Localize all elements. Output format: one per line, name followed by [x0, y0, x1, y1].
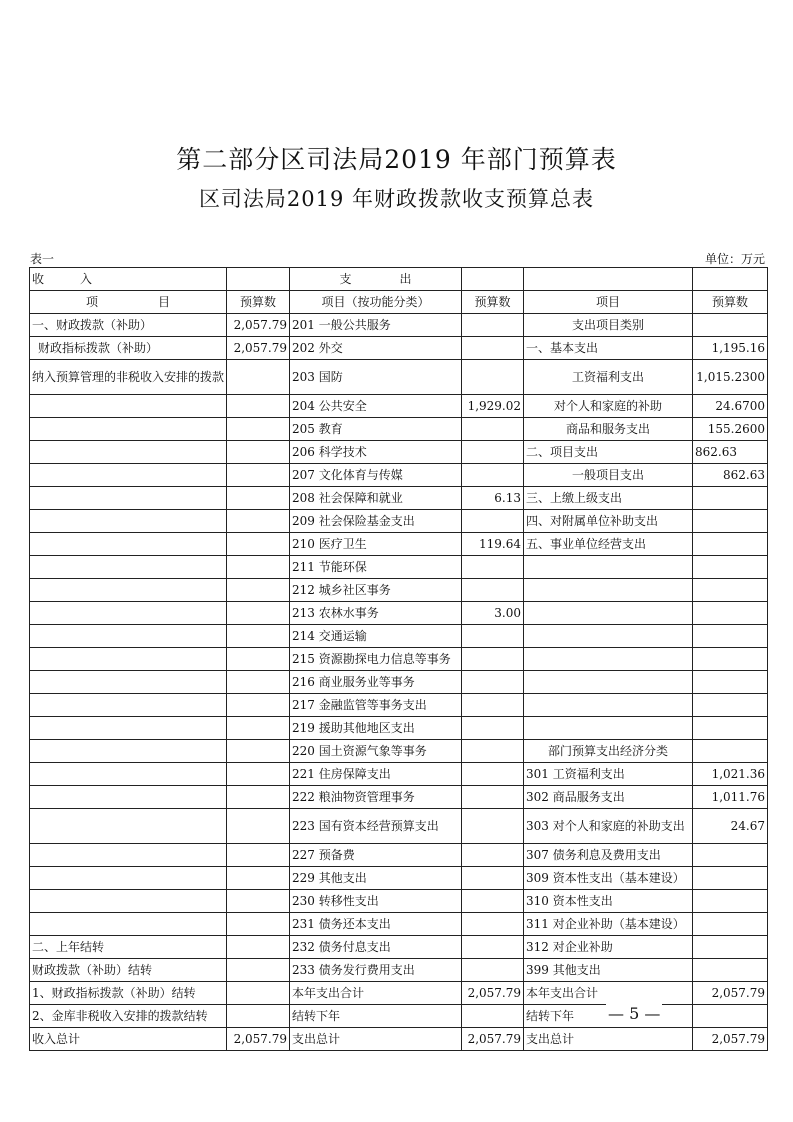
row-item: [30, 890, 227, 913]
table-row: [30, 487, 768, 510]
row-econ-item: 311 对企业补助（基本建设）: [524, 913, 693, 936]
row-econ-budget: [693, 556, 768, 579]
table-row: [30, 786, 768, 809]
row-func-budget: [462, 844, 524, 867]
header-income: 收 入: [30, 268, 227, 291]
row-econ-item: 支出总计: [524, 1028, 693, 1051]
row-func-budget: [462, 809, 524, 844]
row-item: 二、上年结转: [30, 936, 227, 959]
row-item: [30, 717, 227, 740]
table-row: [30, 763, 768, 786]
row-item: [30, 809, 227, 844]
table-row: [30, 314, 768, 337]
row-econ-budget: 24.67: [693, 809, 768, 844]
row-econ-item: 312 对企业补助: [524, 936, 693, 959]
row-econ-item: 对个人和家庭的补助: [524, 395, 693, 418]
row-item: [30, 671, 227, 694]
row-econ-budget: [693, 717, 768, 740]
row-func-item: 206 科学技术: [290, 441, 462, 464]
row-econ-item: 399 其他支出: [524, 959, 693, 982]
table-column-header-row: [30, 291, 768, 314]
row-econ-item: 五、事业单位经营支出: [524, 533, 693, 556]
row-econ-budget: [693, 844, 768, 867]
row-budget: [227, 579, 290, 602]
row-budget: 2,057.79: [227, 1028, 290, 1051]
row-func-item: 201 一般公共服务: [290, 314, 462, 337]
row-econ-item: 301 工资福利支出: [524, 763, 693, 786]
table-row: [30, 464, 768, 487]
row-item: 财政拨款（补助）结转: [30, 959, 227, 982]
row-econ-item: 一、基本支出: [524, 337, 693, 360]
row-budget: 2,057.79: [227, 314, 290, 337]
row-budget: [227, 441, 290, 464]
table-row: [30, 913, 768, 936]
row-item: [30, 913, 227, 936]
row-econ-item: 工资福利支出: [524, 360, 693, 395]
row-budget: [227, 648, 290, 671]
table-row: [30, 671, 768, 694]
row-func-item: 223 国有资本经营预算支出: [290, 809, 462, 844]
row-func-item: 233 债务发行费用支出: [290, 959, 462, 982]
row-item: [30, 464, 227, 487]
row-item: [30, 441, 227, 464]
row-budget: [227, 395, 290, 418]
row-econ-item: [524, 556, 693, 579]
row-func-budget: [462, 625, 524, 648]
row-econ-budget: [693, 487, 768, 510]
table-header-row: [30, 268, 768, 291]
row-func-item: 231 债务还本支出: [290, 913, 462, 936]
table-row: [30, 936, 768, 959]
row-budget: [227, 809, 290, 844]
row-econ-item: 303 对个人和家庭的补助支出: [524, 809, 693, 844]
table-row: [30, 890, 768, 913]
row-func-budget: [462, 510, 524, 533]
row-item: [30, 510, 227, 533]
row-econ-budget: 1,011.76: [693, 786, 768, 809]
row-func-item: 230 转移性支出: [290, 890, 462, 913]
row-func-item: 支出总计: [290, 1028, 462, 1051]
row-item: 收入总计: [30, 1028, 227, 1051]
row-budget: [227, 1005, 290, 1028]
table-label: 表一: [30, 252, 55, 266]
row-budget: [227, 625, 290, 648]
row-func-budget: [462, 314, 524, 337]
col-func: 项目（按功能分类）: [290, 291, 462, 314]
row-func-item: 227 预备费: [290, 844, 462, 867]
row-budget: [227, 959, 290, 982]
row-func-budget: 6.13: [462, 487, 524, 510]
row-econ-budget: [693, 314, 768, 337]
table-row: [30, 740, 768, 763]
row-budget: [227, 487, 290, 510]
row-func-budget: [462, 913, 524, 936]
col-budget2: 预算数: [462, 291, 524, 314]
row-budget: [227, 890, 290, 913]
row-budget: [227, 763, 290, 786]
row-budget: [227, 418, 290, 441]
row-econ-budget: [693, 936, 768, 959]
row-func-budget: 2,057.79: [462, 982, 524, 1005]
table-row: [30, 337, 768, 360]
col-budget: 预算数: [227, 291, 290, 314]
row-item: [30, 395, 227, 418]
row-func-item: 202 外交: [290, 337, 462, 360]
row-func-budget: [462, 556, 524, 579]
budget-table: [29, 267, 768, 1051]
row-budget: [227, 671, 290, 694]
row-budget: [227, 740, 290, 763]
table-row: [30, 602, 768, 625]
row-econ-budget: [693, 533, 768, 556]
row-econ-item: [524, 579, 693, 602]
row-func-item: 219 援助其他地区支出: [290, 717, 462, 740]
row-item: [30, 579, 227, 602]
row-func-budget: [462, 648, 524, 671]
row-econ-item: 四、对附属单位补助支出: [524, 510, 693, 533]
row-econ-item: [524, 671, 693, 694]
table-row: [30, 556, 768, 579]
row-budget: [227, 602, 290, 625]
row-econ-item: 310 资本性支出: [524, 890, 693, 913]
row-econ-budget: [693, 913, 768, 936]
table-row: [30, 867, 768, 890]
row-func-budget: [462, 418, 524, 441]
row-econ-budget: 862.63: [693, 441, 768, 464]
row-func-budget: 2,057.79: [462, 1028, 524, 1051]
table-row: [30, 360, 768, 395]
row-econ-item: 本年支出合计: [524, 982, 693, 1005]
col-item2: 项目: [524, 291, 693, 314]
row-func-item: 217 金融监管等事务支出: [290, 694, 462, 717]
row-func-budget: [462, 694, 524, 717]
row-item: [30, 533, 227, 556]
table-row: [30, 717, 768, 740]
row-econ-budget: 1,195.16: [693, 337, 768, 360]
row-econ-item: [524, 602, 693, 625]
row-func-item: 结转下年: [290, 1005, 462, 1028]
table-row: [30, 982, 768, 1005]
row-func-budget: 3.00: [462, 602, 524, 625]
row-func-budget: [462, 867, 524, 890]
row-item: 财政指标拨款（补助）: [30, 337, 227, 360]
row-func-item: 203 国防: [290, 360, 462, 395]
row-func-item: 211 节能环保: [290, 556, 462, 579]
row-func-budget: [462, 464, 524, 487]
row-econ-budget: 862.63: [693, 464, 768, 487]
row-econ-budget: 2,057.79: [693, 982, 768, 1005]
row-econ-budget: 1,021.36: [693, 763, 768, 786]
row-func-budget: [462, 763, 524, 786]
row-func-budget: [462, 360, 524, 395]
table-row: [30, 648, 768, 671]
table-row: [30, 395, 768, 418]
table-row: [30, 510, 768, 533]
row-func-budget: [462, 786, 524, 809]
row-budget: [227, 360, 290, 395]
row-item: 1、财政指标拨款（补助）结转: [30, 982, 227, 1005]
row-item: [30, 844, 227, 867]
table-row: [30, 1028, 768, 1051]
row-func-item: 210 医疗卫生: [290, 533, 462, 556]
row-func-item: 208 社会保障和就业: [290, 487, 462, 510]
header-expense: 支 出: [290, 268, 462, 291]
row-econ-budget: [693, 890, 768, 913]
row-budget: [227, 982, 290, 1005]
page-title: 第二部分区司法局2019 年部门预算表: [176, 145, 617, 174]
row-econ-item: 商品和服务支出: [524, 418, 693, 441]
row-econ-item: 309 资本性支出（基本建设）: [524, 867, 693, 890]
row-budget: [227, 694, 290, 717]
row-budget: [227, 717, 290, 740]
table-row: [30, 809, 768, 844]
row-econ-budget: [693, 694, 768, 717]
row-func-budget: [462, 337, 524, 360]
table-row: [30, 694, 768, 717]
row-econ-item: 支出项目类别: [524, 314, 693, 337]
row-item: [30, 625, 227, 648]
row-econ-budget: [693, 510, 768, 533]
row-econ-budget: [693, 1005, 768, 1028]
row-item: 纳入预算管理的非税收入安排的拨款: [30, 360, 227, 395]
row-func-item: 214 交通运输: [290, 625, 462, 648]
row-func-item: 232 债务付息支出: [290, 936, 462, 959]
row-econ-item: 部门预算支出经济分类: [524, 740, 693, 763]
row-func-budget: 119.64: [462, 533, 524, 556]
row-econ-budget: [693, 648, 768, 671]
row-econ-item: [524, 625, 693, 648]
row-func-budget: [462, 890, 524, 913]
row-budget: [227, 786, 290, 809]
row-item: 2、金库非税收入安排的拨款结转: [30, 1005, 227, 1028]
row-budget: [227, 936, 290, 959]
row-func-budget: [462, 441, 524, 464]
row-budget: [227, 533, 290, 556]
row-item: [30, 763, 227, 786]
row-item: [30, 740, 227, 763]
table-row: [30, 441, 768, 464]
row-econ-budget: [693, 579, 768, 602]
page-number: — 5 —: [608, 1004, 661, 1023]
row-econ-item: 307 债务利息及费用支出: [524, 844, 693, 867]
row-func-budget: 1,929.02: [462, 395, 524, 418]
row-econ-budget: 155.2600: [693, 418, 768, 441]
row-budget: [227, 867, 290, 890]
row-func-item: 220 国土资源气象等事务: [290, 740, 462, 763]
row-budget: [227, 913, 290, 936]
row-econ-budget: [693, 959, 768, 982]
row-func-item: 221 住房保障支出: [290, 763, 462, 786]
row-func-item: 212 城乡社区事务: [290, 579, 462, 602]
row-budget: [227, 464, 290, 487]
row-econ-item: 一般项目支出: [524, 464, 693, 487]
unit-label: 单位：万元: [704, 252, 765, 266]
row-item: [30, 694, 227, 717]
row-budget: [227, 510, 290, 533]
row-budget: [227, 844, 290, 867]
row-func-item: 213 农林水事务: [290, 602, 462, 625]
row-econ-budget: [693, 671, 768, 694]
table-row: [30, 579, 768, 602]
row-func-budget: [462, 740, 524, 763]
row-func-budget: [462, 579, 524, 602]
row-func-budget: [462, 959, 524, 982]
col-budget3: 预算数: [693, 291, 768, 314]
col-item: 项 目: [30, 291, 227, 314]
row-budget: [227, 556, 290, 579]
row-econ-item: [524, 648, 693, 671]
row-func-budget: [462, 936, 524, 959]
row-func-item: 215 资源勘探电力信息等事务: [290, 648, 462, 671]
row-func-budget: [462, 671, 524, 694]
row-func-item: 209 社会保险基金支出: [290, 510, 462, 533]
row-econ-item: 二、项目支出: [524, 441, 693, 464]
row-item: 一、财政拨款（补助）: [30, 314, 227, 337]
row-func-item: 207 文化体育与传媒: [290, 464, 462, 487]
row-item: [30, 418, 227, 441]
row-func-budget: [462, 1005, 524, 1028]
row-func-item: 216 商业服务业等事务: [290, 671, 462, 694]
row-func-budget: [462, 717, 524, 740]
table-row: [30, 959, 768, 982]
table-row: [30, 533, 768, 556]
row-func-item: 本年支出合计: [290, 982, 462, 1005]
row-item: [30, 786, 227, 809]
row-func-item: 229 其他支出: [290, 867, 462, 890]
row-item: [30, 867, 227, 890]
row-econ-item: 结转下年: [524, 1005, 693, 1028]
table-row: [30, 625, 768, 648]
row-item: [30, 648, 227, 671]
table-row: [30, 844, 768, 867]
row-econ-item: 302 商品服务支出: [524, 786, 693, 809]
row-econ-budget: [693, 867, 768, 890]
row-econ-item: [524, 694, 693, 717]
row-econ-budget: 24.6700: [693, 395, 768, 418]
row-func-item: 222 粮油物资管理事务: [290, 786, 462, 809]
row-func-item: 205 教育: [290, 418, 462, 441]
row-item: [30, 602, 227, 625]
row-econ-item: 三、上缴上级支出: [524, 487, 693, 510]
row-item: [30, 556, 227, 579]
table-title: 区司法局2019 年财政拨款收支预算总表: [198, 187, 595, 211]
row-econ-budget: 2,057.79: [693, 1028, 768, 1051]
row-econ-budget: [693, 625, 768, 648]
row-econ-budget: [693, 602, 768, 625]
table-row: [30, 418, 768, 441]
row-econ-budget: 1,015.2300: [693, 360, 768, 395]
row-econ-item: [524, 717, 693, 740]
row-func-item: 204 公共安全: [290, 395, 462, 418]
row-budget: 2,057.79: [227, 337, 290, 360]
row-econ-budget: [693, 740, 768, 763]
row-item: [30, 487, 227, 510]
